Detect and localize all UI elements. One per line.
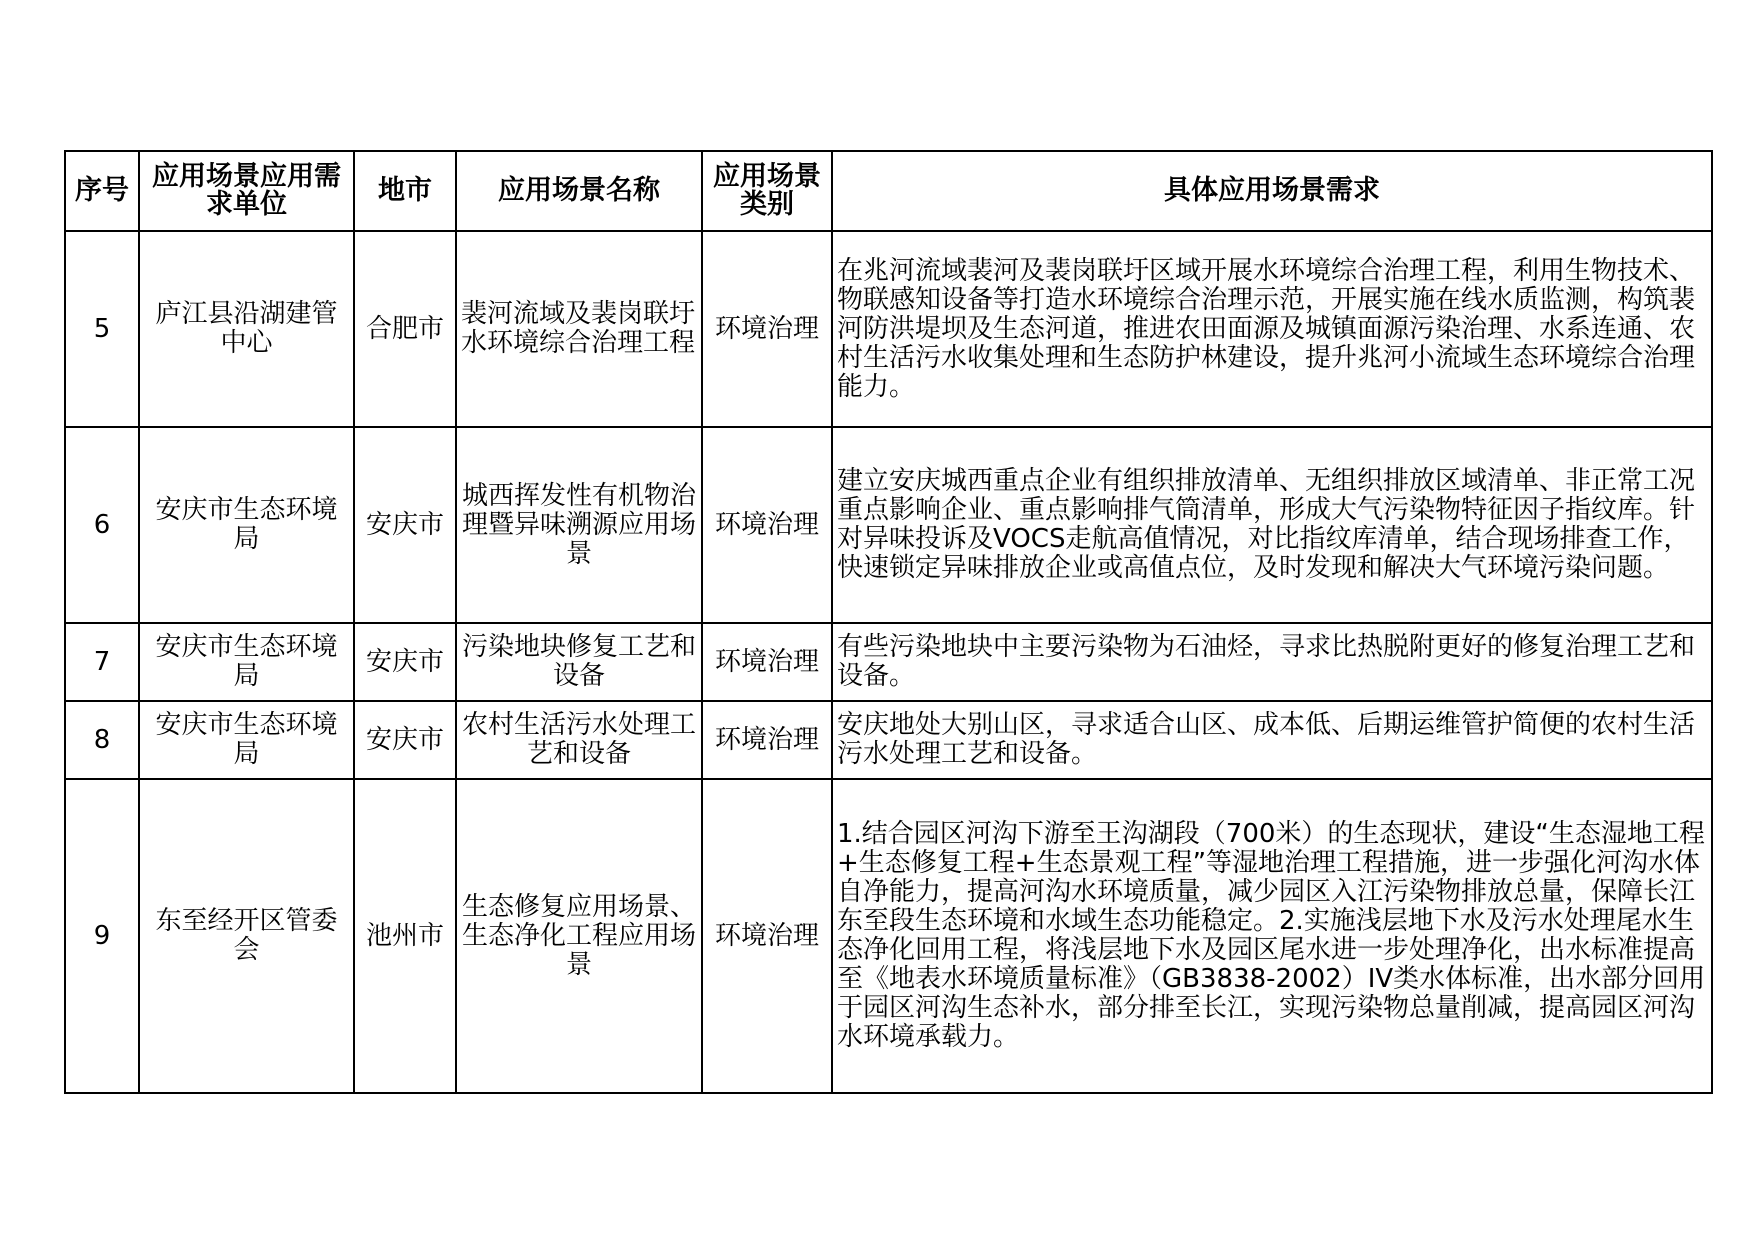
- cell-category: 环境治理: [702, 623, 832, 701]
- cell-name: 农村生活污水处理工艺和设备: [456, 701, 702, 779]
- header-city: 地市: [354, 151, 456, 231]
- cell-name: 生态修复应用场景、生态净化工程应用场景: [456, 779, 702, 1093]
- cell-seq: 9: [65, 779, 139, 1093]
- cell-city: 池州市: [354, 779, 456, 1093]
- cell-detail: 有些污染地块中主要污染物为石油烃，寻求比热脱附更好的修复治理工艺和设备。: [832, 623, 1712, 701]
- cell-category: 环境治理: [702, 427, 832, 623]
- scenario-table: [64, 150, 1713, 1094]
- cell-city: 安庆市: [354, 623, 456, 701]
- cell-detail: 建立安庆城西重点企业有组织排放清单、无组织排放区域清单、非正常工况重点影响企业、重点影响排气筒清单，形成大气污染物特征因子指纹库。针对异味投诉及VOCS走航高值情况，对比指纹库清单，结合现场排查工作，快速锁定异味排放企业或高值点位，及时发现和解决大气环境污染问题。: [832, 427, 1712, 623]
- header-detail: 具体应用场景需求: [832, 151, 1712, 231]
- cell-unit: 东至经开区管委会: [139, 779, 354, 1093]
- table-row: [65, 779, 1712, 1093]
- cell-seq: 7: [65, 623, 139, 701]
- header-row: [65, 151, 1712, 231]
- cell-city: 合肥市: [354, 231, 456, 427]
- cell-detail: 1.结合园区河沟下游至王沟湖段（700米）的生态现状，建设“生态湿地工程+生态修复工程+生态景观工程”等湿地治理工程措施，进一步强化河沟水体自净能力，提高河沟水环境质量，减少园区入江污染物排放总量，保障长江东至段生态环境和水域生态功能稳定。2.实施浅层地下水及污水处理尾水生态净化回用工程，将浅层地下水及园区尾水进一步处理净化，出水标准提高至《地表水环境质量标准》（GB3838-2002）IV类水体标准，出水部分回用于园区河沟生态补水，部分排至长江，实现污染物总量削减，提高园区河沟水环境承载力。: [832, 779, 1712, 1093]
- header-unit: 应用场景应用需求单位: [139, 151, 354, 231]
- cell-city: 安庆市: [354, 701, 456, 779]
- cell-seq: 6: [65, 427, 139, 623]
- cell-name: 城西挥发性有机物治理暨异味溯源应用场景: [456, 427, 702, 623]
- cell-unit: 安庆市生态环境局: [139, 701, 354, 779]
- table-row: [65, 231, 1712, 427]
- header-seq: 序号: [65, 151, 139, 231]
- cell-name: 裴河流域及裴岗联圩水环境综合治理工程: [456, 231, 702, 427]
- header-category: 应用场景类别: [702, 151, 832, 231]
- cell-unit: 安庆市生态环境局: [139, 427, 354, 623]
- table-row: [65, 427, 1712, 623]
- table-row: [65, 701, 1712, 779]
- cell-detail: 在兆河流域裴河及裴岗联圩区域开展水环境综合治理工程，利用生物技术、物联感知设备等打造水环境综合治理示范，开展实施在线水质监测，构筑裴河防洪堤坝及生态河道，推进农田面源及城镇面源污染治理、水系连通、农村生活污水收集处理和生态防护林建设，提升兆河小流域生态环境综合治理能力。: [832, 231, 1712, 427]
- table-row: [65, 623, 1712, 701]
- cell-city: 安庆市: [354, 427, 456, 623]
- cell-unit: 安庆市生态环境局: [139, 623, 354, 701]
- cell-seq: 8: [65, 701, 139, 779]
- cell-category: 环境治理: [702, 231, 832, 427]
- cell-category: 环境治理: [702, 779, 832, 1093]
- cell-category: 环境治理: [702, 701, 832, 779]
- header-name: 应用场景名称: [456, 151, 702, 231]
- cell-name: 污染地块修复工艺和设备: [456, 623, 702, 701]
- cell-detail: 安庆地处大别山区，寻求适合山区、成本低、后期运维管护简便的农村生活污水处理工艺和设备。: [832, 701, 1712, 779]
- cell-unit: 庐江县沿湖建管中心: [139, 231, 354, 427]
- cell-seq: 5: [65, 231, 139, 427]
